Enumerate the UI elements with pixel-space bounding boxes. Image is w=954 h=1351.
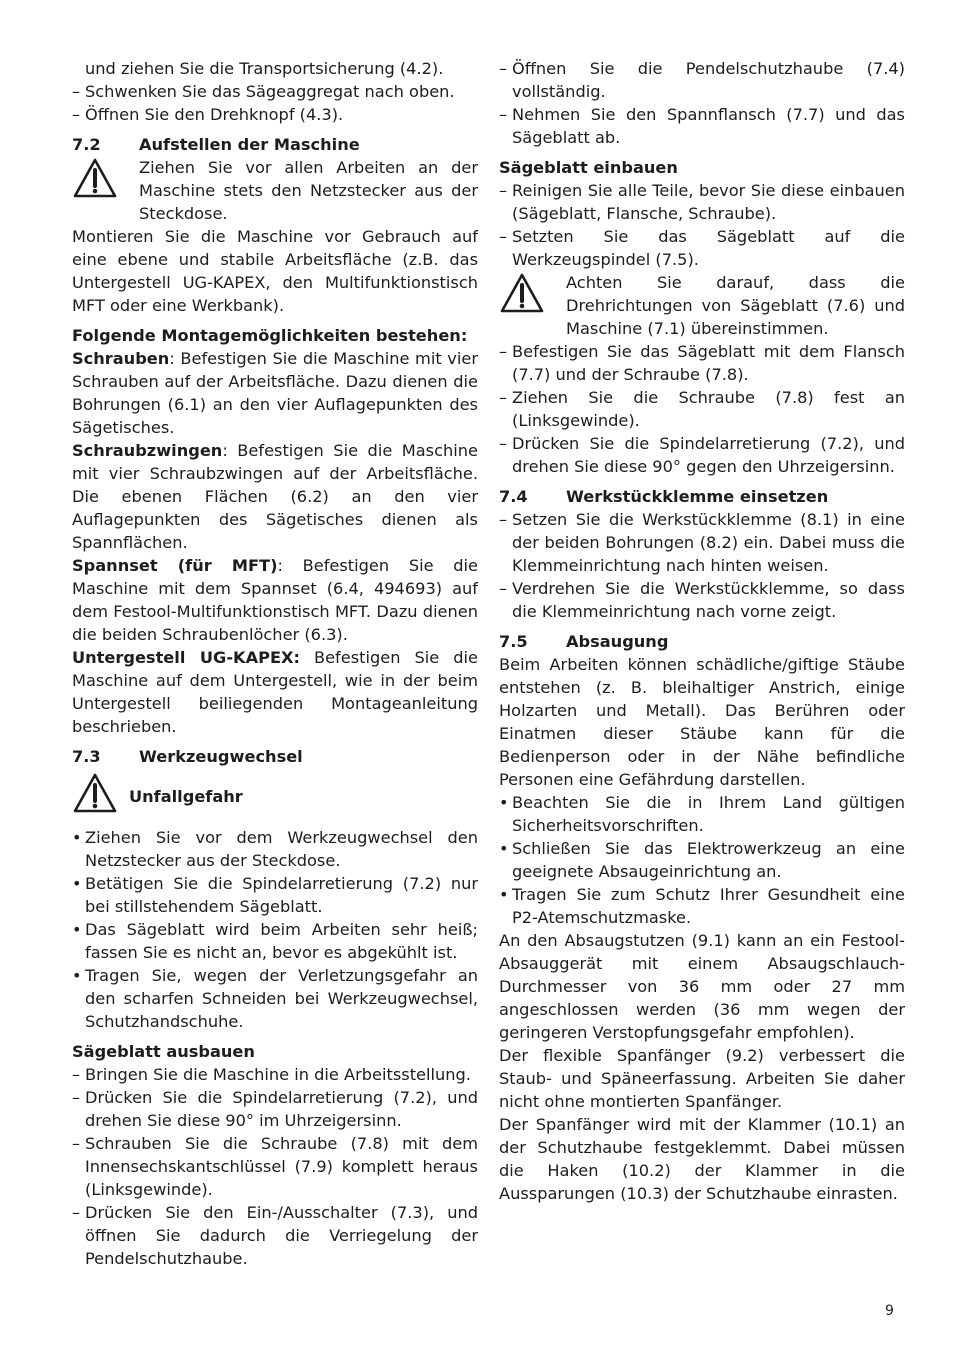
- list-item: • Tragen Sie zum Schutz Ihrer Gesundheit eine P2-Atemschutzmaske.: [499, 885, 905, 927]
- list-item: – Öffnen Sie den Drehknopf (4.3).: [72, 105, 344, 124]
- mount-option-clamps: Schraubzwingen: Befestigen Sie die Maschine mit vier Schraubzwingen auf der Arbeitsfläche. Die ebenen Flächen (6.2) an den vier Auflagepunkten des Sägetisches dienen als Spannflächen.: [72, 441, 478, 552]
- list-item: • Beachten Sie die in Ihrem Land gültigen Sicherheitsvorschriften.: [499, 793, 905, 835]
- section-heading-7-3: 7.3 Werkzeugwechsel: [72, 747, 303, 766]
- paragraph: An den Absaugstutzen (9.1) kann an ein Festool-Absauggerät mit einem Absaugschlauch-Durchmesser von 36 mm oder 27 mm angeschlossen werden (36 mm wegen der geringeren Verstopfungsgefahr empfohlen).: [499, 931, 905, 1042]
- list-item: – Ziehen Sie die Schraube (7.8) fest an (Linksgewinde).: [499, 388, 905, 430]
- list-item: • Schließen Sie das Elektrowerkzeug an eine geeignete Absaugeinrichtung an.: [499, 839, 905, 881]
- list-item: – Drücken Sie die Spindelarretierung (7.2), und drehen Sie diese 90° gegen den Uhrzeigersinn.: [499, 434, 905, 476]
- list-item: – Drücken Sie den Ein-/Ausschalter (7.3), und öffnen Sie dadurch die Verriegelung der Pendelschutzhaube.: [72, 1203, 478, 1268]
- warning-triangle-icon: [72, 772, 129, 820]
- section-heading-7-5: 7.5 Absaugung: [499, 632, 669, 651]
- list-item: – Schwenken Sie das Sägeaggregat nach oben.: [72, 82, 455, 101]
- warning-notice: [72, 156, 478, 225]
- list-item: • Betätigen Sie die Spindelarretierung (7.2) nur bei stillstehendem Sägeblatt.: [72, 874, 478, 916]
- list-item: – Befestigen Sie das Sägeblatt mit dem Flansch (7.7) und der Schraube (7.8).: [499, 342, 905, 384]
- list-item: – Schrauben Sie die Schraube (7.8) mit dem Innensechskantschlüssel (7.9) komplett heraus (Linksgewinde).: [72, 1134, 478, 1199]
- warning-text: Achten Sie darauf, dass die Drehrichtungen von Sägeblatt (7.6) und Maschine (7.1) übereinstimmen.: [566, 273, 905, 338]
- paragraph: Der Spanfänger wird mit der Klammer (10.1) an der Schutzhaube festgeklemmt. Dabei müssen die Haken (10.2) der Klammer in die Aussparungen (10.3) der Schutzhaube einrasten.: [499, 1115, 905, 1203]
- list-item: – Drücken Sie die Spindelarretierung (7.2), und drehen Sie diese 90° im Uhrzeigersinn.: [72, 1088, 478, 1130]
- left-column: [72, 57, 478, 1270]
- warning-notice: [72, 772, 478, 820]
- warning-triangle-icon: [72, 156, 139, 199]
- install-blade-heading: Sägeblatt einbauen: [499, 158, 678, 177]
- page-number: 9: [885, 1303, 894, 1319]
- list-item: – Reinigen Sie alle Teile, bevor Sie diese einbauen (Sägeblatt, Flansche, Schraube).: [499, 181, 905, 223]
- list-item: – Setzten Sie das Sägeblatt auf die Werkzeugspindel (7.5).: [499, 227, 905, 269]
- warning-notice: [499, 271, 905, 340]
- warning-text: Ziehen Sie vor allen Arbeiten an der Maschine stets den Netzstecker aus der Steckdose.: [139, 158, 478, 223]
- paragraph: Beim Arbeiten können schädliche/giftige Stäube entstehen (z. B. bleihaltiger Anstrich, einige Holzarten und Metall). Das Berühren oder Einatmen dieser Stäube kann für die Bedienperson oder in der Nähe befindliche Personen eine Gefährdung darstellen.: [499, 655, 905, 789]
- mount-option-screws: Schrauben: Befestigen Sie die Maschine mit vier Schrauben auf der Arbeitsfläche. Dazu dienen die Bohrungen (6.1) an den vier Auflagepunkten des Sägetisches.: [72, 349, 478, 437]
- list-item: • Das Sägeblatt wird beim Arbeiten sehr heiß; fassen Sie es nicht an, bevor es abgekühlt ist.: [72, 920, 478, 962]
- list-item: • Tragen Sie, wegen der Verletzungsgefahr an den scharfen Schneiden bei Werkzeugwechsel, Schutzhandschuhe.: [72, 966, 478, 1031]
- list-item: • Ziehen Sie vor dem Werkzeugwechsel den Netzstecker aus der Steckdose.: [72, 828, 478, 870]
- list-item: – Nehmen Sie den Spannflansch (7.7) und das Sägeblatt ab.: [499, 105, 905, 147]
- warning-title: Unfallgefahr: [129, 786, 243, 806]
- mount-options-heading: Folgende Montagemöglichkeiten bestehen:: [72, 326, 468, 345]
- list-item: – Bringen Sie die Maschine in die Arbeitsstellung.: [72, 1065, 471, 1084]
- section-heading-7-2: 7.2 Aufstellen der Maschine: [72, 135, 360, 154]
- list-item: – Öffnen Sie die Pendelschutzhaube (7.4) vollständig.: [499, 59, 905, 101]
- paragraph: Montieren Sie die Maschine vor Gebrauch auf eine ebene und stabile Arbeitsfläche (z.B. das Untergestell UG-KAPEX, den Multifunktionstisch MFT oder eine Werkbank).: [72, 227, 478, 315]
- list-item: – Verdrehen Sie die Werkstückklemme, so dass die Klemmeinrichtung nach vorne zeigt.: [499, 579, 905, 621]
- section-heading-7-4: 7.4 Werkstückklemme einsetzen: [499, 487, 829, 506]
- mount-option-ug-kapex: Untergestell UG-KAPEX: Befestigen Sie die Maschine auf dem Untergestell, wie in der beim Untergestell beiliegenden Montageanleitung beschrieben.: [72, 648, 478, 736]
- remove-blade-heading: Sägeblatt ausbauen: [72, 1042, 255, 1061]
- warning-triangle-icon: [499, 271, 566, 314]
- mount-option-spannset: Spannset (für MFT): Befestigen Sie die Maschine mit dem Spannset (6.4, 494693) auf dem Festool-Multifunktionstisch MFT. Dazu dienen die beiden Schraubenlöcher (6.3).: [72, 556, 478, 644]
- list-item: – Setzen Sie die Werkstückklemme (8.1) in eine der beiden Bohrungen (8.2) ein. Dabei muss die Klemmeinrichtung nach hinten weisen.: [499, 510, 905, 575]
- right-column: [499, 57, 905, 1205]
- paragraph: Der flexible Spanfänger (9.2) verbessert die Staub- und Späneerfassung. Arbeiten Sie daher nicht ohne montierten Spanfänger.: [499, 1046, 905, 1111]
- continuation-line: und ziehen Sie die Transportsicherung (4.2).: [85, 59, 444, 78]
